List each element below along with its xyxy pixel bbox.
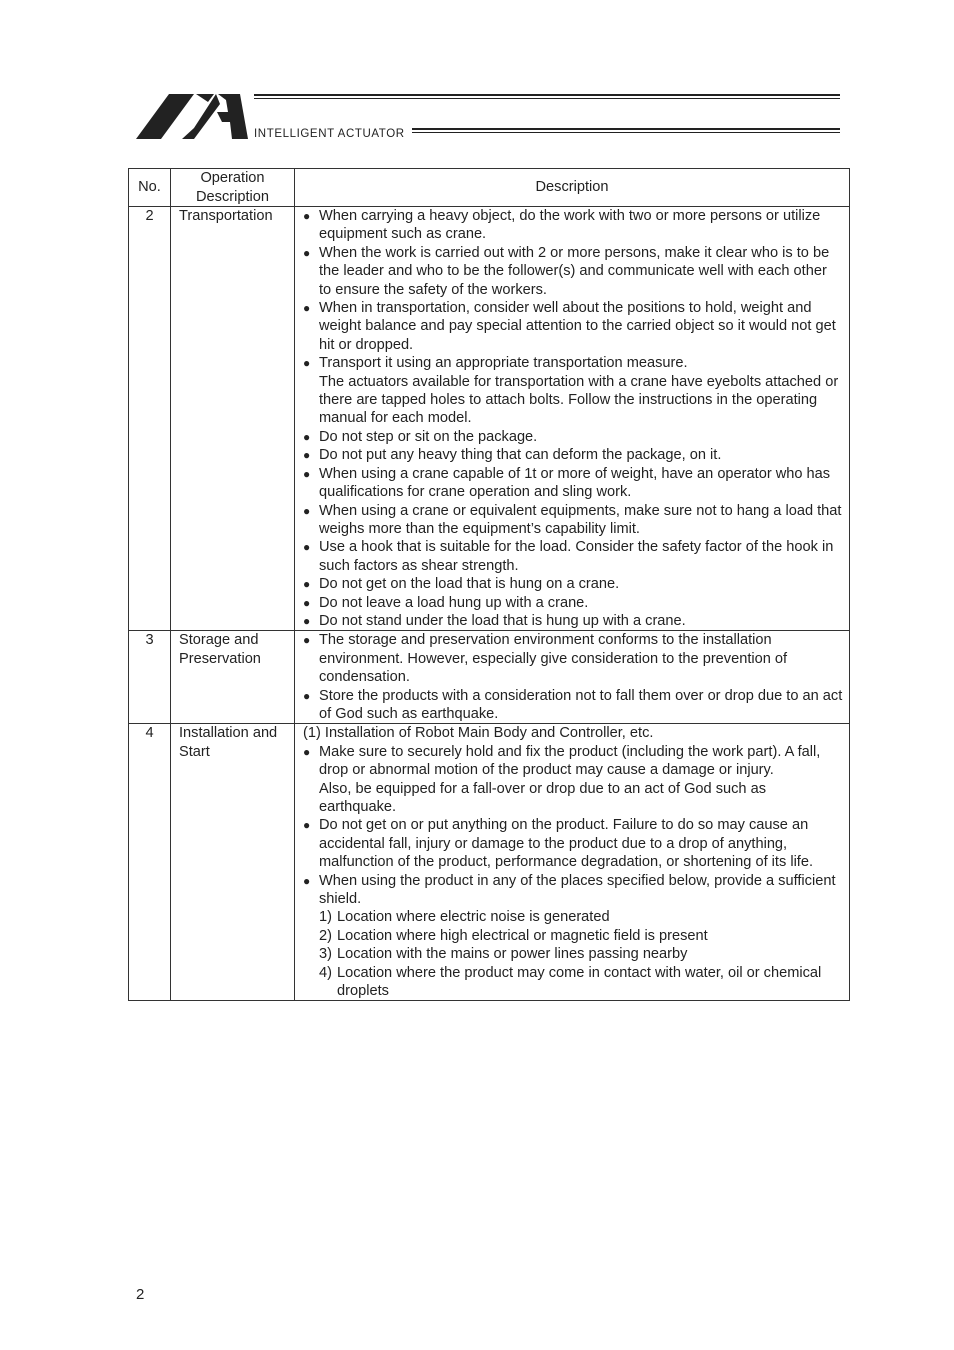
list-item: ● Use a hook that is suitable for the load. Consider the safety factor of the hook in such factors as shear strength.: [303, 538, 843, 575]
header-no: No.: [129, 169, 171, 207]
list-item: ● Do not put any heavy thing that can deform the package, on it.: [303, 446, 843, 464]
header-rule-top-2: [254, 98, 840, 99]
location-item: [319, 927, 843, 945]
table-row: [129, 631, 850, 724]
list-item: ● Make sure to securely hold and fix the product (including the work part). A fall, drop or abnormal motion of the product may cause a damage or injury.: [303, 743, 843, 780]
list-item: ● When in transportation, consider well about the positions to hold, weight and weight balance and pay special attention to the carried object so it would not get hit or dropped.: [303, 299, 843, 354]
location-number: 2): [319, 927, 332, 944]
location-number: 4): [319, 964, 332, 981]
location-number: 1): [319, 909, 332, 926]
list-item: ● Do not step or sit on the package.: [303, 428, 843, 446]
location-text: Location with the mains or power lines passing nearby: [337, 946, 688, 963]
operation-table: [128, 168, 850, 1001]
page-header: [136, 92, 840, 142]
row-operation: Transportation: [171, 207, 295, 631]
list-item: ● Do not stand under the load that is hung up with a crane.: [303, 612, 843, 630]
list-item: ● Transport it using an appropriate transportation measure.: [303, 354, 843, 372]
row-description: [295, 207, 850, 631]
bullet-list: [303, 631, 843, 723]
list-item: ● Do not get on or put anything on the product. Failure to do so may cause an accidental fall, injury or damage to the product due to a drop of anything, malfunction of the product, performance degradation, or shortening of its life.: [303, 816, 843, 871]
header-rule-top-1: [254, 94, 840, 96]
table-header-row: [129, 169, 850, 207]
location-text: Location where the product may come in contact with water, oil or chemical droplets: [337, 964, 822, 1000]
list-item-continuation: [303, 373, 843, 428]
brand-text: INTELLIGENT ACTUATOR: [254, 128, 405, 140]
location-list: [303, 908, 843, 1000]
page-number: 2: [136, 1286, 145, 1303]
location-number: 3): [319, 946, 332, 963]
location-text: Location where electric noise is generated: [337, 909, 610, 926]
continuation-text: The actuators available for transportation with a crane have eyebolts attached or there are tapped holes to attach bolts. Follow the instructions in the operating manual for each model.: [319, 373, 839, 427]
list-item: ● When the work is carried out with 2 or more persons, make it clear who is to be the leader and who to be the follower(s) and communicate well with each other to ensure the safety of the workers.: [303, 244, 843, 299]
list-item: ● The storage and preservation environment conforms to the installation environment. However, especially give consideration to the prevention of condensation.: [303, 631, 843, 686]
header-rule-bottom-2: [412, 132, 840, 133]
table-row: [129, 207, 850, 631]
list-item: ● When using a crane or equivalent equipments, make sure not to hang a load that weighs more than the equipment’s capability limit.: [303, 502, 843, 539]
location-item: [319, 964, 843, 1001]
row-operation: Installation and Start: [171, 724, 295, 1001]
header-operation: Operation Description: [171, 169, 295, 207]
row-number: 2: [129, 207, 171, 631]
iai-logo-icon: [136, 92, 248, 142]
list-item-continuation: [303, 780, 843, 817]
list-item: ● Do not get on the load that is hung on a crane.: [303, 575, 843, 593]
bullet-list: [303, 743, 843, 909]
location-item: [319, 945, 843, 963]
table-row: [129, 724, 850, 1001]
list-item: ● When carrying a heavy object, do the work with two or more persons or utilize equipment such as crane.: [303, 207, 843, 244]
list-item: ● When using the product in any of the places specified below, provide a sufficient shield.: [303, 872, 843, 909]
bullet-list: [303, 207, 843, 630]
list-item: ● When using a crane capable of 1t or more of weight, have an operator who has qualifications for crane operation and sling work.: [303, 465, 843, 502]
location-text: Location where high electrical or magnetic field is present: [337, 927, 708, 944]
row-number: 4: [129, 724, 171, 1001]
header-description: Description: [295, 169, 850, 207]
section-heading: (1) Installation of Robot Main Body and Controller, etc.: [303, 725, 654, 742]
row-operation: Storage and Preservation: [171, 631, 295, 724]
location-item: [319, 908, 843, 926]
row-description: [295, 724, 850, 1001]
continuation-text: Also, be equipped for a fall-over or drop due to an act of God such as earthquake.: [319, 780, 767, 815]
row-number: 3: [129, 631, 171, 724]
row-description: [295, 631, 850, 724]
list-item: ● Store the products with a consideration not to fall them over or drop due to an act of God such as earthquake.: [303, 687, 843, 724]
list-item: ● Do not leave a load hung up with a crane.: [303, 594, 843, 612]
header-rule-bottom-1: [412, 128, 840, 130]
